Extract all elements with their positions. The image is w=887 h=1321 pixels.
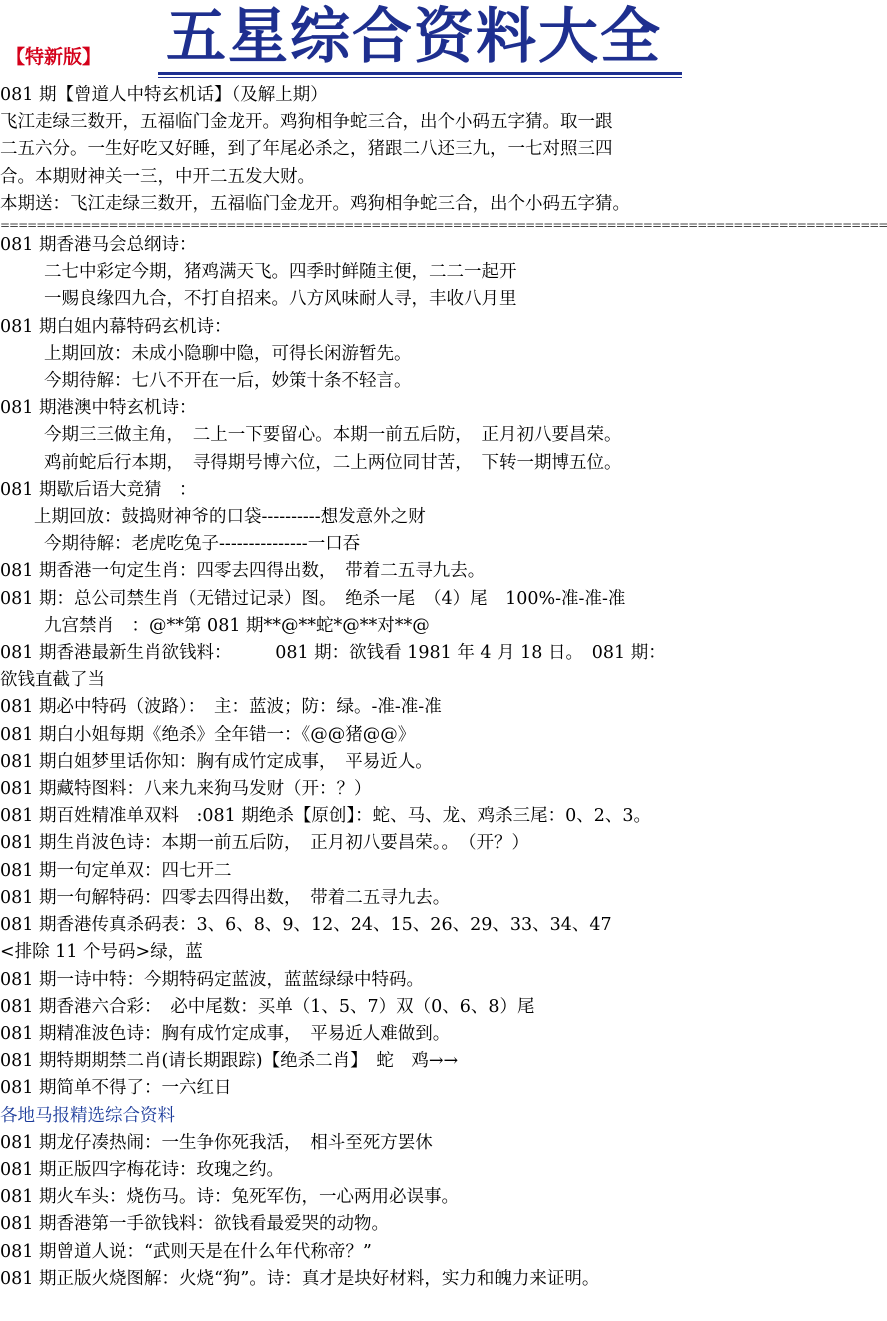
info-line: 081 期龙仔凑热闹：一生争你死我活， 相斗至死方罢休	[0, 1132, 433, 1153]
info-line: 081 期香港一句定生肖：四零去四得出数， 带着二五寻九去。	[0, 561, 486, 582]
info-line: 081 期精准波色诗：胸有成竹定成事， 平易近人难做到。	[0, 1023, 451, 1044]
title-underline	[158, 72, 682, 78]
header	[0, 0, 744, 82]
info-line: 欲钱直截了当	[0, 670, 105, 691]
info-line: 081 期正版火烧图解：火烧“狗”。诗：真才是块好材料，实力和魄力来证明。	[0, 1268, 600, 1289]
info-line: 今期待解：老虎吃兔子---------------一口吞	[44, 534, 361, 555]
info-line: <排除 11 个号码>绿，蓝	[0, 942, 203, 963]
info-line: 081 期白姐梦里话你知：胸有成竹定成事， 平易近人。	[0, 751, 433, 772]
info-line: 081 期百姓精准单双料 :081 期绝杀【原创】：蛇、马、龙、鸡杀三尾：0、2、3。	[0, 806, 651, 827]
info-line: 081 期生肖波色诗：本期一前五后防， 正月初八要昌荣。。 （开？）	[0, 833, 529, 854]
info-line: 081 期一句定单双：四七开二	[0, 860, 232, 881]
info-line: 081 期香港六合彩： 必中尾数：买单（1、5、7）双（0、6、8）尾	[0, 996, 535, 1017]
edition-badge: 【特新版】	[6, 46, 102, 68]
page-title: 五星综合资料大全	[166, 2, 662, 72]
info-line: 今期三三做主角， 二上一下要留心。本期一前五后防， 正月初八要昌荣。	[44, 425, 622, 446]
info-line: 081 期香港马会总纲诗：	[0, 235, 197, 256]
info-line: 鸡前蛇后行本期， 寻得期号博六位，二上两位同甘苦， 下转一期博五位。	[44, 452, 622, 473]
info-line: 081 期简单不得了：一六红日	[0, 1078, 232, 1099]
info-line: 081 期歇后语大竞猜 ：	[0, 479, 197, 500]
info-line: 九宫禁肖 ：@**第 081 期**@**蛇*@**对**@	[44, 615, 430, 636]
info-line: 081 期白姐内幕特码玄机诗：	[0, 316, 232, 337]
top-paragraph-line-2: 二五六分。一生好吃又好睡，到了年尾必杀之，猪跟二八还三九，一七对照三四	[0, 139, 613, 160]
top-paragraph-line-1: 飞江走绿三数开，五福临门金龙开。鸡狗相争蛇三合，出个小码五字猜。取一跟	[0, 112, 613, 133]
info-line: 上期回放：未成小隐聊中隐，可得长闲游暂先。	[44, 343, 412, 364]
info-lines	[0, 232, 744, 1293]
info-line: 081 期香港传真杀码表：3、6、8、9、12、24、15、26、29、33、34、47	[0, 915, 612, 936]
top-paragraph-line-3: 合。本期财神关一三，中开二五发大财。	[0, 166, 315, 187]
separator: ==================================================================================================	[0, 218, 887, 233]
top-heading: 081 期【曾道人中特玄机话】（及解上期）	[0, 85, 328, 105]
content	[0, 82, 887, 1293]
info-line: 上期回放：鼓捣财神爷的口袋----------想发意外之财	[34, 507, 426, 528]
info-line: 081 期香港第一手欲钱料：欲钱看最爱哭的动物。	[0, 1214, 389, 1235]
info-line: 081 期正版四字梅花诗：玫瑰之约。	[0, 1159, 284, 1180]
info-line: 081 期港澳中特玄机诗：	[0, 398, 197, 419]
info-line: 081 期藏特图料：八来九来狗马发财（开：？）	[0, 779, 372, 800]
info-line: 081 期特期期禁二肖(请长期跟踪)【绝杀二肖】 蛇 鸡→→	[0, 1051, 459, 1072]
info-line: 081 期火车头：烧伤马。诗：兔死军伤，一心两用必误事。	[0, 1187, 459, 1208]
info-line: 今期待解：七八不开在一后，妙策十条不轻言。	[44, 371, 412, 392]
info-line: 081 期香港最新生肖欲钱料： 081 期：欲钱看 1981 年 4 月 18 日。 081 期：	[0, 643, 666, 664]
info-line: 081 期一诗中特：今期特码定蓝波，蓝蓝绿绿中特码。	[0, 969, 424, 990]
info-line: 081 期白小姐每期《绝杀》全年错一：《@@猪@@》	[0, 724, 416, 745]
info-line: 二七中彩定今期，猪鸡满天飞。四季时鲜随主便，二二一起开	[44, 262, 517, 283]
info-line: 081 期一句解特码：四零去四得出数， 带着二五寻九去。	[0, 887, 451, 908]
info-line: 081 期曾道人说：“武则天是在什么年代称帝？”	[0, 1241, 372, 1262]
info-line: 081 期必中特码（波路）： 主：蓝波；防：绿。-准-准-准	[0, 697, 442, 718]
info-line: 081 期：总公司禁生肖（无错过记录）图。 绝杀一尾 （4）尾 100%-准-准-准	[0, 588, 626, 609]
info-line: 一赐良缘四九合，不打自招来。八方风味耐人寻，丰收八月里	[44, 289, 517, 310]
send-line: 本期送：飞江走绿三数开，五福临门金龙开。鸡狗相争蛇三合，出个小码五字猜。	[0, 193, 630, 214]
section-heading: 各地马报精选综合资料	[0, 1105, 175, 1126]
